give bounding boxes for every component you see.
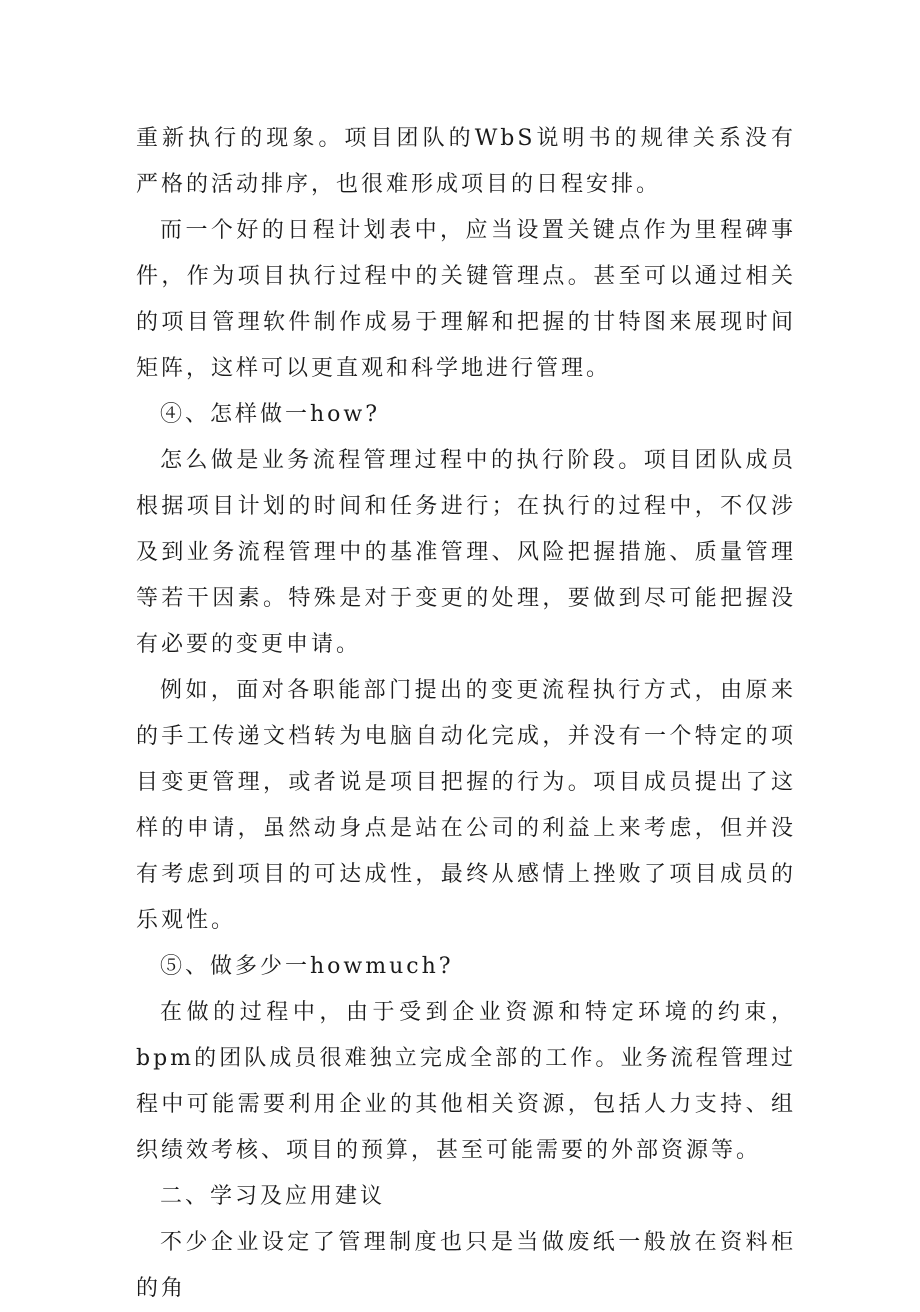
paragraph-suggestions: 不少企业设定了管理制度也只是当做废纸一般放在资料柜的角 (136, 1230, 796, 1301)
heading-section-two: 二、学习及应用建议 (160, 1184, 386, 1209)
paragraph-execution: 怎么做是业务流程管理过程中的执行阶段。项目团队成员根据项目计划的时间和任务进行；在执行的过程中，不仅涉及到业务流程管理中的基准管理、风险把握措施、质量管理等若干因素。特殊是对于变更的处理，要做到尽可能把握没有必要的变更申请。 (136, 448, 796, 657)
heading-how-much: ⑤、做多少一howmuch? (160, 954, 454, 979)
paragraph-continuation: 重新执行的现象。项目团队的WbS说明书的规律关系没有严格的活动排序，也很难形成项目的日程安排。 (136, 126, 796, 197)
paragraph-example: 例如，面对各职能部门提出的变更流程执行方式，由原来的手工传递文档转为电脑自动化完成，并没有一个特定的项目变更管理，或者说是项目把握的行为。项目成员提出了这样的申请，虽然动身点是站在公司的利益上来考虑，但并没有考虑到项目的可达成性，最终从感情上挫败了项目成员的乐观性。 (136, 678, 796, 933)
paragraph-resources: 在做的过程中，由于受到企业资源和特定环境的约束，bpm的团队成员很难独立完成全部的工作。业务流程管理过程中可能需要利用企业的其他相关资源，包括人力支持、组织绩效考核、项目的预算，甚至可能需要的外部资源等。 (136, 1000, 796, 1163)
document-body (136, 116, 796, 1312)
heading-how: ④、怎样做一how? (160, 402, 381, 427)
paragraph-schedule-plan: 而一个好的日程计划表中，应当设置关键点作为里程碑事件，作为项目执行过程中的关键管理点。甚至可以通过相关的项目管理软件制作成易于理解和把握的甘特图来展现时间矩阵，这样可以更直观和科学地进行管理。 (136, 218, 796, 381)
